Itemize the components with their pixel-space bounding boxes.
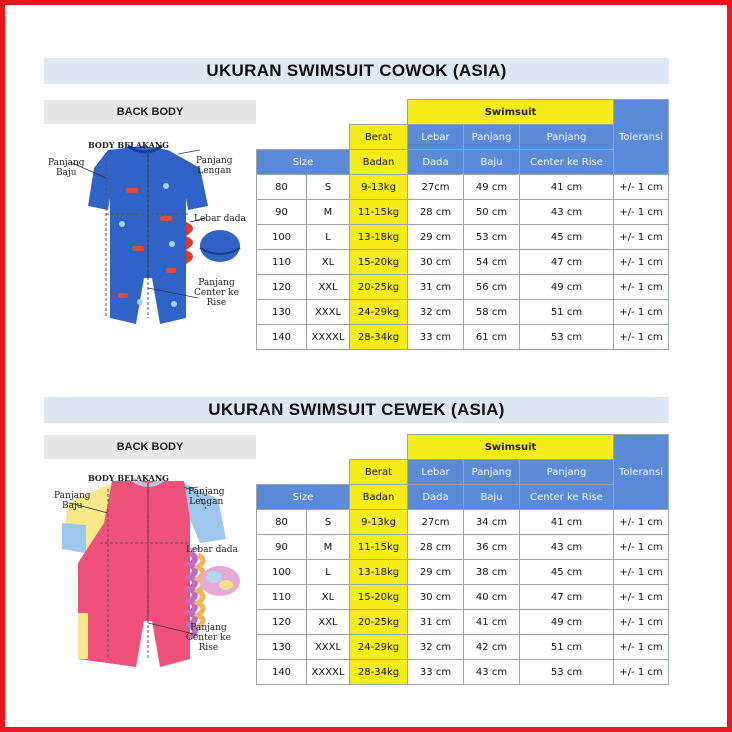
- cell: 80: [257, 510, 307, 535]
- panjang-center-label: Panjang Center ke Rise: [194, 278, 239, 308]
- cell: 32 cm: [408, 635, 464, 660]
- cell: XL: [307, 250, 350, 275]
- header-panjang-center: Panjang: [520, 125, 614, 150]
- table-row: [257, 250, 669, 275]
- header-center-ke-rise: Center ke Rise: [520, 485, 614, 510]
- table-row: [257, 535, 669, 560]
- cell: 49 cm: [520, 275, 614, 300]
- cell: 32 cm: [408, 300, 464, 325]
- cell: 45 cm: [520, 225, 614, 250]
- cell: 29 cm: [408, 560, 464, 585]
- cell: 27cm: [408, 175, 464, 200]
- cell: 36 cm: [464, 535, 520, 560]
- cell: 53 cm: [464, 225, 520, 250]
- cell: L: [307, 560, 350, 585]
- cell: 43 cm: [520, 200, 614, 225]
- header-badan: Badan: [350, 485, 408, 510]
- cell: 51 cm: [520, 300, 614, 325]
- panjang-center-label: Panjang Center ke Rise: [186, 623, 231, 653]
- cell: S: [307, 175, 350, 200]
- cell: S: [307, 510, 350, 535]
- header-badan: Badan: [350, 150, 408, 175]
- cell: 140: [257, 660, 307, 685]
- cell: 61 cm: [464, 325, 520, 350]
- cell: 110: [257, 250, 307, 275]
- cell: 33 cm: [408, 660, 464, 685]
- cell: 120: [257, 610, 307, 635]
- cell: M: [307, 200, 350, 225]
- header-center-ke-rise: Center ke Rise: [520, 150, 614, 175]
- cell: 49 cm: [520, 610, 614, 635]
- cell: 41 cm: [464, 610, 520, 635]
- cell: XXXL: [307, 300, 350, 325]
- cell: 28 cm: [408, 200, 464, 225]
- body-belakang-label: BODY BELAKANG: [88, 140, 169, 150]
- cell: +/- 1 cm: [614, 660, 669, 685]
- cell: 29 cm: [408, 225, 464, 250]
- cell: 11-15kg: [350, 535, 408, 560]
- cell: +/- 1 cm: [614, 175, 669, 200]
- cell: 90: [257, 200, 307, 225]
- cell: 56 cm: [464, 275, 520, 300]
- cell: 24-29kg: [350, 635, 408, 660]
- cell: 20-25kg: [350, 610, 408, 635]
- cell: 9-13kg: [350, 175, 408, 200]
- cell: 40 cm: [464, 585, 520, 610]
- cell: XXXXL: [307, 660, 350, 685]
- header-berat: Berat: [350, 460, 408, 485]
- cell: 34 cm: [464, 510, 520, 535]
- size-table-cewek: [256, 434, 669, 685]
- cell: 24-29kg: [350, 300, 408, 325]
- cell: 15-20kg: [350, 585, 408, 610]
- cell: 27cm: [408, 510, 464, 535]
- cell: +/- 1 cm: [614, 275, 669, 300]
- cell: +/- 1 cm: [614, 635, 669, 660]
- cell: 53 cm: [520, 660, 614, 685]
- cell: 28-34kg: [350, 325, 408, 350]
- cell: 130: [257, 635, 307, 660]
- header-size: Size: [257, 150, 350, 175]
- cell: 28 cm: [408, 535, 464, 560]
- cell: 15-20kg: [350, 250, 408, 275]
- table-row: [257, 635, 669, 660]
- cell: 43 cm: [464, 660, 520, 685]
- section-title-cowok: UKURAN SWIMSUIT COWOK (ASIA): [44, 58, 669, 84]
- header-dada: Dada: [408, 150, 464, 175]
- table-row: [257, 585, 669, 610]
- header-toleransi: Toleransi: [614, 435, 669, 510]
- cell: 50 cm: [464, 200, 520, 225]
- cell: +/- 1 cm: [614, 250, 669, 275]
- cell: 47 cm: [520, 250, 614, 275]
- table-row: [257, 300, 669, 325]
- cell: 31 cm: [408, 610, 464, 635]
- cell: 45 cm: [520, 560, 614, 585]
- cell: 13-18kg: [350, 560, 408, 585]
- cell: 30 cm: [408, 585, 464, 610]
- table-row: [257, 325, 669, 350]
- cell: +/- 1 cm: [614, 560, 669, 585]
- cell: 38 cm: [464, 560, 520, 585]
- header-size: Size: [257, 485, 350, 510]
- table-row: [257, 275, 669, 300]
- header-swimsuit: Swimsuit: [408, 100, 614, 125]
- cell: 100: [257, 560, 307, 585]
- cell: 20-25kg: [350, 275, 408, 300]
- lebar-dada-label: Lebar dada: [194, 214, 246, 224]
- cell: 140: [257, 325, 307, 350]
- header-baju: Baju: [464, 150, 520, 175]
- cell: +/- 1 cm: [614, 225, 669, 250]
- cell: 120: [257, 275, 307, 300]
- table-row: [257, 225, 669, 250]
- cell: 42 cm: [464, 635, 520, 660]
- cell: +/- 1 cm: [614, 585, 669, 610]
- table-row: [257, 510, 669, 535]
- cell: 110: [257, 585, 307, 610]
- cell: XXL: [307, 275, 350, 300]
- cell: 43 cm: [520, 535, 614, 560]
- header-baju: Baju: [464, 485, 520, 510]
- table-row: [257, 175, 669, 200]
- header-lebar: Lebar: [408, 460, 464, 485]
- cell: 41 cm: [520, 510, 614, 535]
- cell: 11-15kg: [350, 200, 408, 225]
- table-row: [257, 610, 669, 635]
- cell: 13-18kg: [350, 225, 408, 250]
- cell: +/- 1 cm: [614, 300, 669, 325]
- header-dada: Dada: [408, 485, 464, 510]
- back-body-label-cowok: BACK BODY: [44, 100, 256, 124]
- header-toleransi: Toleransi: [614, 100, 669, 175]
- header-panjang-center: Panjang: [520, 460, 614, 485]
- cell: XXXL: [307, 635, 350, 660]
- cell: +/- 1 cm: [614, 510, 669, 535]
- cell: 41 cm: [520, 175, 614, 200]
- cell: 9-13kg: [350, 510, 408, 535]
- body-belakang-label: BODY BELAKANG: [88, 473, 169, 483]
- table-row: [257, 560, 669, 585]
- panjang-lengan-label: Panjang Lengan: [188, 487, 225, 507]
- header-lebar: Lebar: [408, 125, 464, 150]
- table-row: [257, 660, 669, 685]
- cell: 53 cm: [520, 325, 614, 350]
- cell: 58 cm: [464, 300, 520, 325]
- header-swimsuit: Swimsuit: [408, 435, 614, 460]
- cell: XXL: [307, 610, 350, 635]
- cell: M: [307, 535, 350, 560]
- cell: 31 cm: [408, 275, 464, 300]
- section-title-cewek: UKURAN SWIMSUIT CEWEK (ASIA): [44, 397, 669, 423]
- cell: 51 cm: [520, 635, 614, 660]
- panjang-baju-label: Panjang Baju: [54, 491, 91, 511]
- cell: 54 cm: [464, 250, 520, 275]
- cell: XXXXL: [307, 325, 350, 350]
- cell: 100: [257, 225, 307, 250]
- cell: XL: [307, 585, 350, 610]
- header-panjang: Panjang: [464, 125, 520, 150]
- header-berat: Berat: [350, 125, 408, 150]
- boy-swimsuit-illustration: [48, 128, 258, 358]
- cell: 49 cm: [464, 175, 520, 200]
- girl-swimsuit-illustration: [48, 463, 258, 693]
- cell: +/- 1 cm: [614, 200, 669, 225]
- cell: 47 cm: [520, 585, 614, 610]
- cell: +/- 1 cm: [614, 535, 669, 560]
- cell: 28-34kg: [350, 660, 408, 685]
- back-body-label-cewek: BACK BODY: [44, 435, 256, 459]
- panjang-lengan-label: Panjang Lengan: [196, 156, 233, 176]
- cell: 30 cm: [408, 250, 464, 275]
- size-table-cowok: [256, 99, 669, 350]
- cell: 90: [257, 535, 307, 560]
- cell: 80: [257, 175, 307, 200]
- cell: +/- 1 cm: [614, 325, 669, 350]
- lebar-dada-label: Lebar dada: [186, 545, 238, 555]
- cell: +/- 1 cm: [614, 610, 669, 635]
- cell: 130: [257, 300, 307, 325]
- table-row: [257, 200, 669, 225]
- cell: 33 cm: [408, 325, 464, 350]
- cell: L: [307, 225, 350, 250]
- panjang-baju-label: Panjang Baju: [48, 158, 85, 178]
- header-panjang: Panjang: [464, 460, 520, 485]
